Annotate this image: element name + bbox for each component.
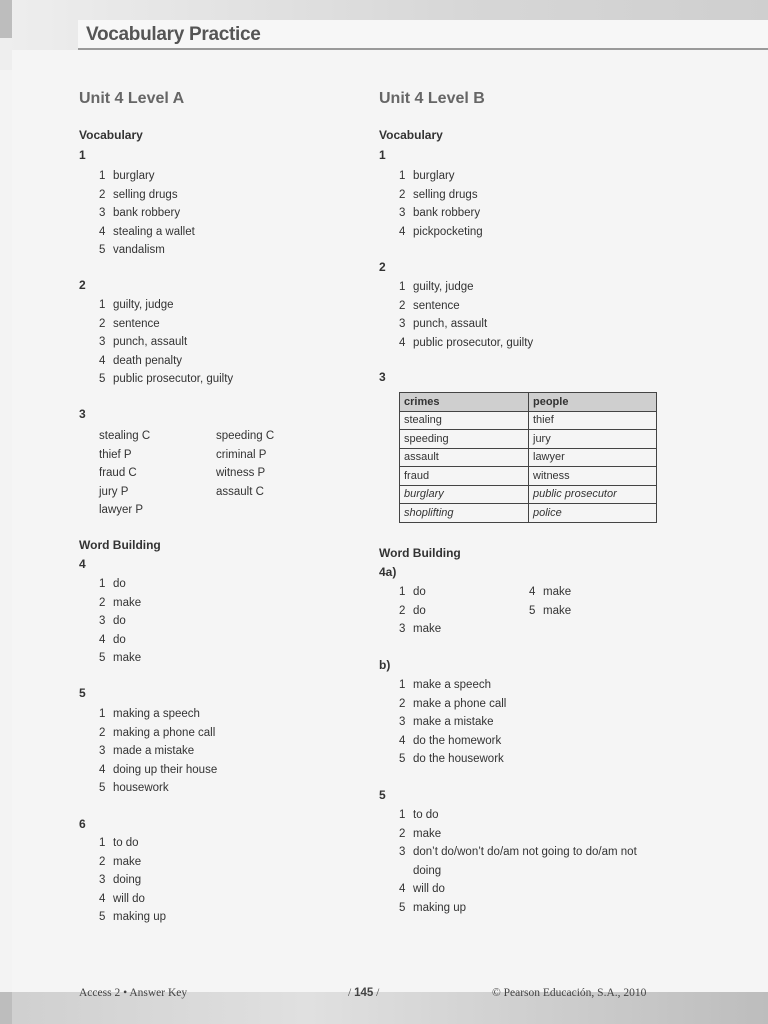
item-number: 4 bbox=[399, 734, 406, 747]
item-answer: do bbox=[113, 633, 126, 646]
list-item bbox=[399, 753, 504, 765]
list-item bbox=[529, 605, 571, 617]
list-item bbox=[529, 586, 571, 598]
list-item bbox=[399, 716, 494, 728]
item-answer: make bbox=[413, 827, 442, 840]
list-item bbox=[99, 336, 187, 348]
grid-item: witness P bbox=[216, 467, 266, 479]
list-item bbox=[399, 846, 637, 858]
item-number: 5 bbox=[399, 901, 406, 914]
list-item bbox=[399, 281, 474, 293]
item-answer: selling drugs bbox=[413, 188, 478, 201]
item-answer: pickpocketing bbox=[413, 225, 483, 238]
item-number: 5 bbox=[529, 604, 536, 617]
crime-cell: shoplifting bbox=[400, 504, 529, 523]
list-item bbox=[99, 170, 155, 182]
item-number: 3 bbox=[99, 615, 106, 627]
list-item bbox=[99, 226, 195, 238]
footer-left-block bbox=[0, 992, 12, 1024]
item-answer: don’t do/won’t do/am not going to do/am not bbox=[413, 846, 637, 858]
item-answer: housework bbox=[113, 782, 169, 794]
item-number: 3 bbox=[99, 207, 106, 219]
level-b-ex4b-num: b) bbox=[379, 658, 391, 672]
item-number: 1 bbox=[399, 679, 406, 691]
item-answer: making up bbox=[113, 911, 167, 923]
list-item bbox=[399, 300, 460, 312]
item-number: 4 bbox=[529, 586, 536, 598]
list-item bbox=[399, 883, 445, 895]
item-answer: selling drugs bbox=[113, 188, 178, 201]
item-number: 1 bbox=[99, 578, 106, 590]
item-number: 1 bbox=[99, 837, 106, 849]
item-number: 1 bbox=[99, 299, 106, 311]
item-answer: to do bbox=[413, 809, 439, 821]
item-number: 1 bbox=[99, 708, 106, 720]
list-item bbox=[99, 355, 182, 367]
people-cell: thief bbox=[529, 411, 657, 430]
item-number: 4 bbox=[99, 892, 106, 905]
item-answer: bank robbery bbox=[413, 207, 481, 219]
table-row bbox=[400, 430, 657, 449]
item-number: 3 bbox=[399, 846, 406, 858]
item-answer: make bbox=[413, 623, 442, 635]
level-a-ex3-num: 3 bbox=[79, 407, 86, 421]
item-answer: make bbox=[113, 596, 142, 609]
item-number: 3 bbox=[99, 874, 106, 886]
list-item bbox=[99, 782, 169, 794]
item-answer: do bbox=[113, 615, 126, 627]
level-a-wordbuilding-heading: Word Building bbox=[79, 538, 161, 552]
list-item bbox=[99, 597, 141, 609]
list-item bbox=[399, 698, 506, 710]
level-b-ex1-num: 1 bbox=[379, 148, 386, 162]
item-answer: sentence bbox=[413, 299, 460, 312]
list-item bbox=[399, 226, 483, 238]
level-a-ex2-num: 2 bbox=[79, 278, 86, 292]
item-number: 2 bbox=[399, 188, 406, 201]
list-item bbox=[99, 764, 217, 776]
item-number: 2 bbox=[99, 855, 106, 868]
item-answer: make bbox=[113, 855, 142, 868]
list-item bbox=[399, 605, 426, 617]
list-item bbox=[399, 207, 480, 219]
item-answer: make a speech bbox=[413, 679, 491, 691]
page-prefix: / bbox=[348, 987, 352, 999]
item-number: 2 bbox=[399, 697, 406, 710]
item-number: 5 bbox=[399, 753, 406, 765]
list-item bbox=[399, 902, 466, 914]
list-item bbox=[99, 727, 215, 739]
grid-item: speeding C bbox=[216, 430, 275, 442]
people-cell: witness bbox=[529, 467, 657, 486]
list-item bbox=[399, 189, 478, 201]
level-a-ex4-num: 4 bbox=[79, 557, 86, 571]
item-number: 4 bbox=[99, 354, 106, 367]
item-answer: do the homework bbox=[413, 734, 502, 747]
item-answer: burglary bbox=[113, 170, 155, 182]
page-suffix: / bbox=[376, 987, 380, 999]
list-item bbox=[399, 865, 441, 877]
item-answer: do bbox=[413, 586, 426, 598]
people-cell: lawyer bbox=[529, 448, 657, 467]
people-cell: police bbox=[529, 504, 657, 523]
list-item bbox=[99, 856, 141, 868]
item-number: 4 bbox=[399, 336, 406, 349]
item-number: 5 bbox=[99, 911, 106, 923]
item-answer: guilty, judge bbox=[113, 299, 174, 311]
level-b-ex3-num: 3 bbox=[379, 370, 386, 384]
item-number: 2 bbox=[99, 726, 106, 739]
item-answer: do bbox=[113, 578, 126, 590]
item-number: 1 bbox=[399, 809, 406, 821]
item-answer: punch, assault bbox=[413, 318, 488, 330]
item-number: 4 bbox=[99, 225, 106, 238]
table-row bbox=[400, 504, 657, 523]
list-item bbox=[99, 578, 126, 590]
list-item bbox=[399, 735, 501, 747]
item-number: 5 bbox=[99, 652, 106, 664]
table-row bbox=[400, 411, 657, 430]
item-answer: punch, assault bbox=[113, 336, 188, 348]
list-item bbox=[399, 679, 491, 691]
item-answer: make a phone call bbox=[413, 697, 507, 710]
item-answer: sentence bbox=[113, 317, 160, 330]
header-title-box bbox=[78, 20, 768, 50]
table-row bbox=[400, 467, 657, 486]
level-a-ex1-num: 1 bbox=[79, 148, 86, 162]
item-answer: make a mistake bbox=[413, 716, 494, 728]
list-item bbox=[399, 318, 487, 330]
item-answer: bank robbery bbox=[113, 207, 181, 219]
item-number: 1 bbox=[99, 170, 106, 182]
item-number: 4 bbox=[99, 763, 106, 776]
item-number: 3 bbox=[399, 623, 406, 635]
item-answer: making a speech bbox=[113, 708, 200, 720]
list-item bbox=[99, 244, 165, 256]
list-item bbox=[99, 837, 139, 849]
item-answer: public prosecutor, guilty bbox=[113, 373, 234, 385]
item-number: 2 bbox=[399, 604, 406, 617]
list-item bbox=[99, 299, 174, 311]
crime-cell: speeding bbox=[400, 430, 529, 449]
list-item bbox=[99, 634, 126, 646]
page-number: 145 bbox=[354, 987, 374, 999]
table-row bbox=[400, 485, 657, 504]
item-number: 3 bbox=[99, 336, 106, 348]
people-cell: public prosecutor bbox=[529, 485, 657, 504]
table-header-row bbox=[400, 393, 657, 412]
item-answer: make bbox=[543, 604, 572, 617]
crime-cell: stealing bbox=[400, 411, 529, 430]
item-number: 2 bbox=[399, 827, 406, 840]
item-number: 1 bbox=[399, 586, 406, 598]
answer-key-page bbox=[12, 50, 768, 992]
footer-page-number bbox=[348, 987, 379, 999]
item-answer: public prosecutor, guilty bbox=[413, 336, 534, 349]
list-item bbox=[99, 189, 178, 201]
footer-left-text: Access 2 • Answer Key bbox=[79, 987, 188, 999]
footer-copyright: © Pearson Educación, S.A., 2010 bbox=[492, 987, 647, 999]
table-header-people: people bbox=[529, 393, 657, 412]
list-item bbox=[99, 373, 233, 385]
crime-cell: fraud bbox=[400, 467, 529, 486]
list-item bbox=[99, 207, 180, 219]
list-item bbox=[99, 911, 166, 923]
level-a-vocab-heading: Vocabulary bbox=[79, 128, 143, 142]
item-answer: make bbox=[543, 586, 572, 598]
item-answer: guilty, judge bbox=[413, 281, 474, 293]
item-number: 5 bbox=[99, 373, 106, 385]
crime-cell: burglary bbox=[400, 485, 529, 504]
item-number: 5 bbox=[99, 244, 106, 256]
list-item bbox=[99, 745, 194, 757]
list-item bbox=[399, 337, 533, 349]
item-answer: will do bbox=[113, 892, 145, 905]
list-item bbox=[99, 615, 126, 627]
item-answer: make bbox=[113, 652, 142, 664]
item-answer: to do bbox=[113, 837, 139, 849]
item-number: 4 bbox=[399, 225, 406, 238]
item-number: 3 bbox=[399, 716, 406, 728]
level-b-ex2-num: 2 bbox=[379, 260, 386, 274]
list-item bbox=[99, 318, 160, 330]
item-number: 4 bbox=[399, 883, 406, 895]
item-answer: do bbox=[413, 604, 426, 617]
grid-item: criminal P bbox=[216, 448, 267, 461]
item-number: 4 bbox=[99, 633, 106, 646]
list-item bbox=[99, 652, 141, 664]
grid-item: lawyer P bbox=[99, 504, 144, 516]
item-answer: do the housework bbox=[413, 753, 504, 765]
list-item bbox=[399, 586, 426, 598]
item-number: 2 bbox=[99, 596, 106, 609]
list-item bbox=[99, 708, 200, 720]
item-answer: made a mistake bbox=[113, 745, 195, 757]
item-number: 1 bbox=[399, 281, 406, 293]
item-answer: making up bbox=[413, 901, 467, 914]
table-row bbox=[400, 448, 657, 467]
list-item bbox=[399, 623, 441, 635]
item-answer: stealing a wallet bbox=[113, 225, 195, 238]
item-number: 1 bbox=[399, 170, 406, 182]
level-b-ex5-num: 5 bbox=[379, 788, 386, 802]
item-answer: burglary bbox=[413, 170, 455, 182]
item-number: 2 bbox=[99, 188, 106, 201]
level-a-ex5-num: 5 bbox=[79, 686, 86, 700]
people-cell: jury bbox=[529, 430, 657, 449]
page-title: Vocabulary Practice bbox=[86, 24, 261, 45]
crime-cell: assault bbox=[400, 448, 529, 467]
level-b-title: Unit 4 Level B bbox=[379, 90, 485, 107]
grid-item: jury P bbox=[99, 485, 129, 498]
table-header-crimes: crimes bbox=[400, 393, 529, 412]
item-answer: will do bbox=[413, 883, 445, 895]
item-number: 3 bbox=[99, 745, 106, 757]
item-number: 2 bbox=[99, 317, 106, 330]
item-number: 2 bbox=[399, 299, 406, 312]
level-b-ex4a-num: 4a) bbox=[379, 565, 397, 579]
item-answer: doing up their house bbox=[113, 763, 218, 776]
item-number: 3 bbox=[399, 207, 406, 219]
list-item bbox=[399, 828, 441, 840]
grid-item: assault C bbox=[216, 485, 264, 498]
item-answer: death penalty bbox=[113, 354, 183, 367]
grid-item: fraud C bbox=[99, 467, 137, 479]
level-a-title: Unit 4 Level A bbox=[79, 90, 185, 107]
item-number: 5 bbox=[99, 782, 106, 794]
level-b-wordbuilding-heading: Word Building bbox=[379, 546, 461, 560]
crimes-people-table bbox=[399, 392, 657, 523]
item-answer: doing bbox=[113, 874, 142, 886]
grid-item: stealing C bbox=[99, 430, 151, 442]
level-b-vocab-heading: Vocabulary bbox=[379, 128, 443, 142]
list-item bbox=[99, 893, 145, 905]
list-item bbox=[399, 170, 455, 182]
list-item bbox=[99, 874, 141, 886]
item-answer: making a phone call bbox=[113, 726, 216, 739]
item-answer: vandalism bbox=[113, 244, 165, 256]
level-a-ex6-num: 6 bbox=[79, 817, 86, 831]
list-item bbox=[399, 809, 439, 821]
item-answer: doing bbox=[413, 864, 442, 877]
header-left-block bbox=[0, 0, 12, 38]
item-number: 3 bbox=[399, 318, 406, 330]
grid-item: thief P bbox=[99, 448, 132, 461]
